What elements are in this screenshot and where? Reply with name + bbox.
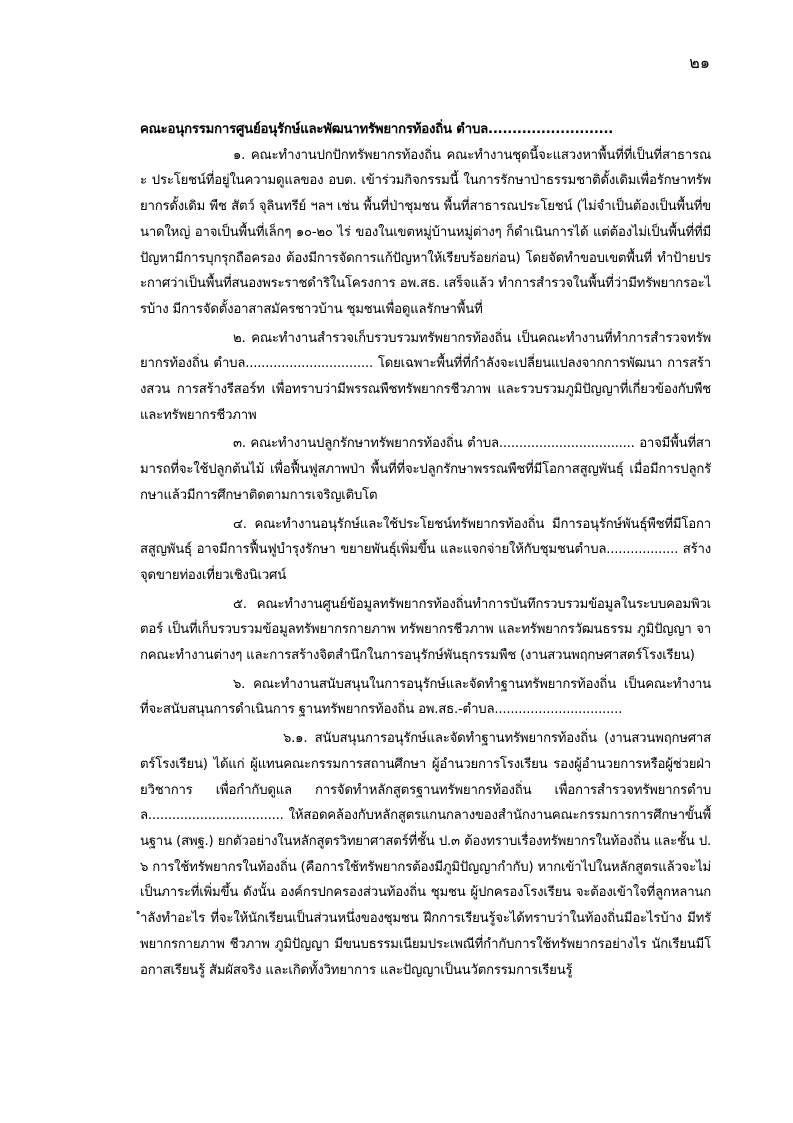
paragraph-2: ๒. คณะทำงานสำรวจเก็บรวบรวมทรัพยากรท้องถิ่น เป็นคณะทำงานที่ทำการสำรวจทรัพยากรท้องถิ่น ตำบล................................ โดยเฉพาะพื้นที่ที่กำลังจะเปลี่ยนแปลงจากการพัฒนา การสร้างสวน การสร้างรีสอร์ท เพื่อทราบว่ามีพรรณพืชทรัพยากรชีวภาพ และรวบรวมภูมิปัญญาที่เกี่ยวข้องกับพืช และทรัพยากรชีวภาพ: [140, 330, 711, 423]
section-heading: คณะอนุกรรมการศูนย์อนุรักษ์และพัฒนาทรัพยากรท้องถิ่น ตำบล..........................: [140, 122, 614, 137]
paragraph-5: ๕. คณะทำงานศูนย์ข้อมูลทรัพยากรท้องถิ่นทำการบันทึกรวบรวมข้อมูลในระบบคอมพิวเตอร์ เป็นที่เก็บรวบรวมข้อมูลทรัพยากรกายภาพ ทรัพยากรชีวภาพ และทรัพยากรวัฒนธรรม ภูมิปัญญา จากคณะทำงานต่างๆ และการสร้างจิตสำนึกในการอนุรักษ์พันธุกรรมพืช (งานสวนพฤกษศาสตร์โรงเรียน): [140, 596, 711, 664]
document-body: [140, 117, 711, 983]
paragraph-3: ๓. คณะทำงานปลูกรักษาทรัพยากรท้องถิ่น ตำบล.................................. อาจมีพื้นที่สามารถที่จะใช้ปลูกต้นไม้ เพื่อฟื้นฟูสภาพป่า พื้นที่ที่จะปลูกรักษาพรรณพืชที่มีโอกาสสูญพันธุ์ เมื่อมีการปลูกรักษาแล้วมีการศึกษาติดตามการเจริญเติบโต: [140, 436, 711, 503]
page-number: ๒๑: [689, 53, 710, 72]
paragraph-6: ๖. คณะทำงานสนับสนุนในการอนุรักษ์และจัดทำฐานทรัพยากรท้องถิ่น เป็นคณะทำงานที่จะสนับสนุนการดำเนินการ ฐานทรัพยากรท้องถิ่น อพ.สธ.-ตำบล................................: [140, 676, 711, 718]
paragraph-1: ๑. คณะทำงานปกปักทรัพยากรท้องถิ่น คณะทำงานชุดนี้จะแสวงหาพื้นที่ที่เป็นที่สาธารณะ ประโยชน์ที่อยู่ในความดูแลของ อบต. เข้าร่วมกิจกรรมนี้ ในการรักษาป่าธรรมชาติดั้งเดิมเพื่อรักษาทรัพยากรดั้งเดิม พืช สัตว์ จุลินทรีย์ ฯลฯ เช่น พื้นที่ป่าชุมชน พื้นที่สาธารณประโยชน์ (ไม่จำเป็นต้องเป็นพื้นที่ขนาดใหญ่ อาจเป็นพื้นที่เล็กๆ ๑๐-๒๐ ไร่ ของในเขตหมู่บ้านหมู่ต่างๆ ก็ดำเนินการได้ แต่ต้องไม่เป็นพื้นที่ที่มีปัญหามีการบุกรุกถือครอง ต้องมีการจัดการแก้ปัญหาให้เรียบร้อยก่อน) โดยจัดทำขอบเขตพื้นที่ ทำป้ายประกาศว่าเป็นพื้นที่สนองพระราชดำริในโครงการ อพ.สธ. เสร็จแล้ว ทำการสำรวจในพื้นที่ว่ามีทรัพยากรอะไรบ้าง มีการจัดตั้งอาสาสมัครชาวบ้าน ชุมชนเพื่อดูแลรักษาพื้นที่: [140, 147, 711, 317]
paragraph-4: ๔. คณะทำงานอนุรักษ์และใช้ประโยชน์ทรัพยากรท้องถิ่น มีการอนุรักษ์พันธุ์พืชที่มีโอกาสสูญพันธุ์ อาจมีการฟื้นฟูบำรุงรักษา ขยายพันธุ์เพิ่มขึ้น และแจกจ่ายให้กับชุมชนตำบล.................. สร้างจุดขายท่องเที่ยวเชิงนิเวศน์: [140, 516, 711, 583]
paragraph-6-1: ๖.๑. สนับสนุนการอนุรักษ์และจัดทำฐานทรัพยากรท้องถิ่น (งานสวนพฤกษศาสตร์โรงเรียน) ได้แก่ ผู้แทนคณะกรรมการสถานศึกษา ผู้อำนวยการโรงเรียน รองผู้อำนวยการหรือผู้ช่วยฝ่ายวิชาการ เพื่อกำกับดูแล การจัดทำหลักสูตรฐานทรัพยากรท้องถิ่น เพื่อการสำรวจทรัพยากรตำบล.................................. ให้สอดคล้องกับหลักสูตรแกนกลางของสำนักงานคณะกรรมการการศึกษาขั้นพื้นฐาน (สพฐ.) ยกตัวอย่างในหลักสูตรวิทยาศาสตร์ที่ชั้น ป.๓ ต้องทราบเรื่องทรัพยากรในท้องถิ่น และชั้น ป.๖ การใช้ทรัพยากรในท้องถิ่น (คือการใช้ทรัพยากรต้องมีภูมิปัญญากำกับ) หากเข้าไปในหลักสูตรแล้วจะไม่เป็นภาระที่เพิ่มขึ้น ดังนั้น องค์กรปกครองส่วนท้องถิ่น ชุมชน ผู้ปกครองโรงเรียน จะต้องเข้าใจที่ลูกหลานกำลังทำอะไร ที่จะให้นักเรียนเป็นส่วนหนึ่งของชุมชน ฝึกการเรียนรู้จะได้ทราบว่าในท้องถิ่นมีอะไรบ้าง มีทรัพยากรกายภาพ ชีวภาพ ภูมิปัญญา มีขนบธรรมเนียมประเพณีที่กำกับการใช้ทรัพยากรอย่างไร นักเรียนมีโอกาสเรียนรู้ สัมผัสจริง และเกิดทั้งวิทยาการ และปัญญาเป็นนวัตกรรมการเรียนรู้: [140, 731, 711, 978]
